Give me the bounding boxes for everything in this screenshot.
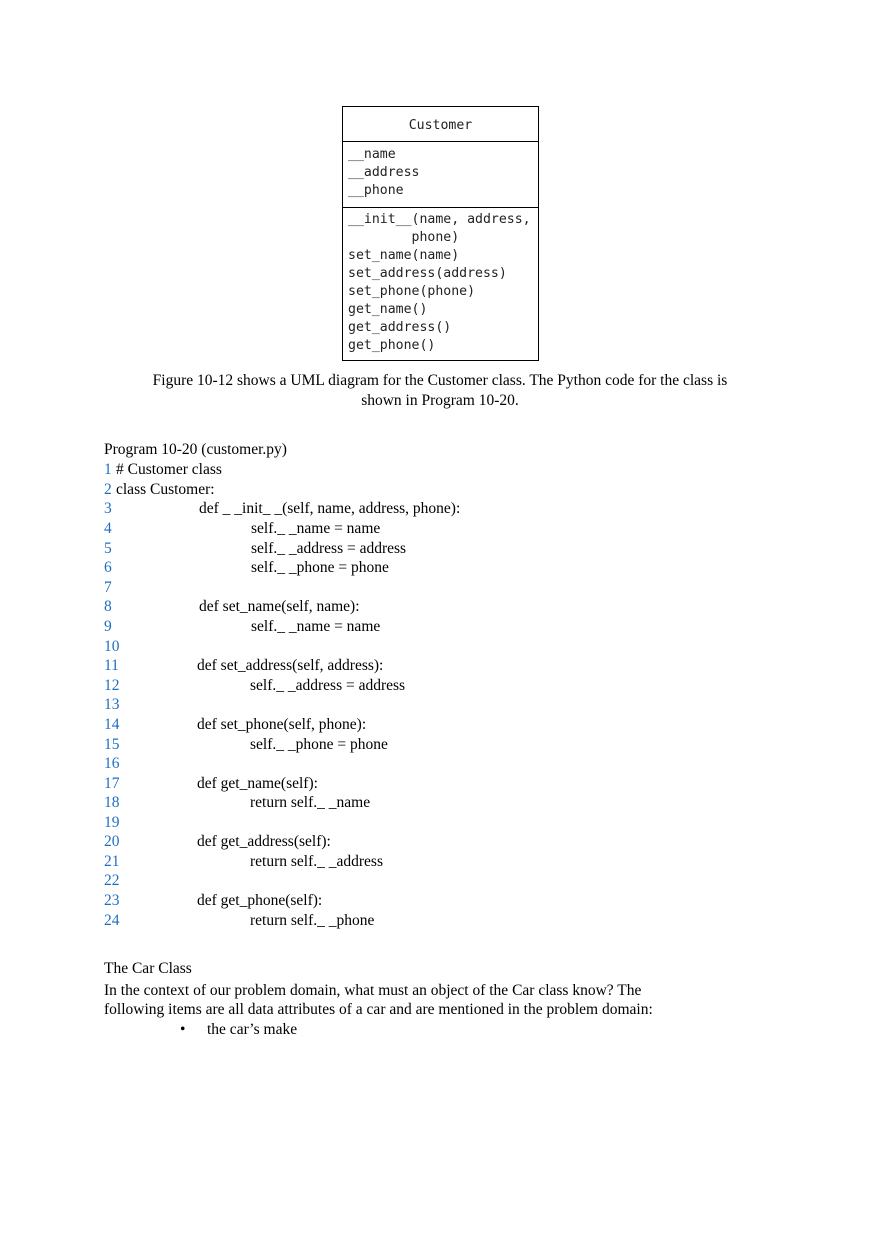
line-number: 20 — [104, 833, 120, 850]
uml-method: set_phone(phone) — [348, 284, 476, 299]
code-line: self._ _name = name — [251, 520, 381, 537]
code-line: return self._ _name — [250, 794, 371, 811]
figure-caption-line-2: shown in Program 10-20. — [361, 392, 519, 409]
section-heading: The Car Class — [104, 960, 192, 977]
code-line: self._ _phone = phone — [251, 559, 389, 576]
line-number: 18 — [104, 794, 120, 811]
code-line: def set_phone(self, phone): — [197, 716, 367, 733]
uml-method: phone) — [348, 230, 460, 245]
line-number: 15 — [104, 736, 120, 753]
figure-caption-line-1: Figure 10-12 shows a UML diagram for the Customer class. The Python code for the class is — [152, 372, 728, 389]
line-number: 22 — [104, 872, 120, 889]
code-line: # Customer class — [116, 461, 222, 478]
code-line: self._ _address = address — [250, 677, 406, 694]
line-number: 17 — [104, 775, 120, 792]
uml-attribute: __name — [348, 147, 396, 162]
code-line: def get_address(self): — [197, 833, 331, 850]
uml-class-diagram — [342, 106, 539, 361]
line-number: 13 — [104, 696, 120, 713]
line-number: 14 — [104, 716, 120, 733]
code-line: def _ _init_ _(self, name, address, phone): — [199, 500, 461, 517]
bullet-symbol: • — [180, 1021, 186, 1038]
line-number: 16 — [104, 755, 120, 772]
code-line: def set_address(self, address): — [197, 657, 384, 674]
line-number: 1 — [104, 461, 112, 478]
program-title: Program 10-20 (customer.py) — [104, 441, 287, 458]
code-line: self._ _phone = phone — [250, 736, 388, 753]
uml-method: get_phone() — [348, 338, 436, 353]
line-number: 21 — [104, 853, 120, 870]
code-line: def get_name(self): — [197, 775, 318, 792]
line-number: 12 — [104, 677, 120, 694]
line-number: 24 — [104, 912, 120, 929]
line-number: 4 — [104, 520, 112, 537]
line-number: 19 — [104, 814, 120, 831]
bullet-item: the car’s make — [207, 1021, 298, 1038]
line-number: 2 — [104, 481, 112, 498]
line-number: 5 — [104, 540, 112, 557]
code-line: def set_name(self, name): — [199, 598, 360, 615]
code-line: return self._ _address — [250, 853, 383, 870]
line-number: 10 — [104, 638, 120, 655]
paragraph-line-2: following items are all data attributes of a car and are mentioned in the problem domain: — [104, 1001, 653, 1018]
code-line: def get_phone(self): — [197, 892, 323, 909]
uml-method: get_address() — [348, 320, 452, 335]
uml-attributes — [343, 141, 538, 208]
line-number: 11 — [104, 657, 119, 674]
uml-methods — [343, 207, 538, 360]
line-number: 9 — [104, 618, 112, 635]
uml-method: set_address(address) — [348, 266, 507, 281]
uml-attribute: __address — [348, 165, 420, 180]
uml-method: set_name(name) — [348, 248, 460, 263]
line-number: 3 — [104, 500, 112, 517]
code-line: return self._ _phone — [250, 912, 375, 929]
line-number: 7 — [104, 579, 112, 596]
uml-class-name: Customer — [343, 107, 538, 142]
line-number: 23 — [104, 892, 120, 909]
line-number: 8 — [104, 598, 112, 615]
uml-method: __init__(name, address, — [348, 212, 531, 227]
paragraph-line-1: In the context of our problem domain, what must an object of the Car class know? The — [104, 982, 642, 999]
code-line: self._ _address = address — [251, 540, 407, 557]
uml-attribute: __phone — [348, 183, 404, 198]
code-line: class Customer: — [116, 481, 215, 498]
line-number: 6 — [104, 559, 112, 576]
code-line: self._ _name = name — [251, 618, 381, 635]
uml-method: get_name() — [348, 302, 428, 317]
